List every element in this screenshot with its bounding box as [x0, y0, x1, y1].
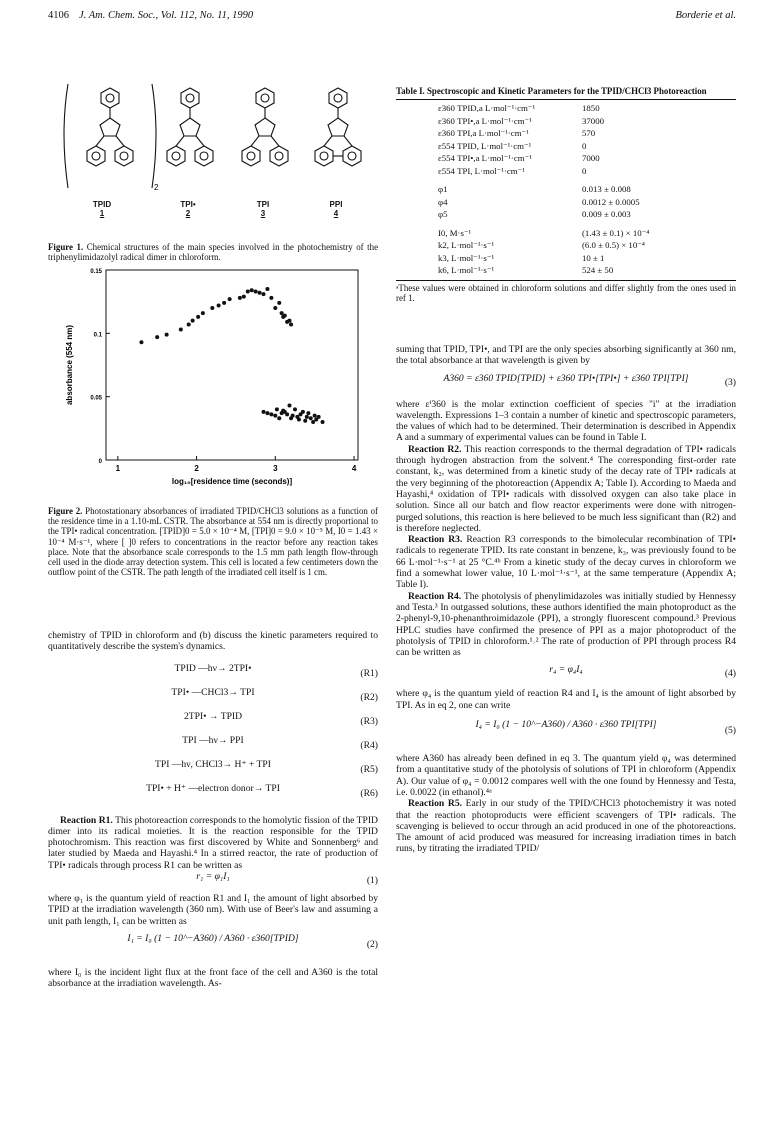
after-eq2-paragraph: where I₀ is the incident light flux at the front face of the cell and A360 is the total absorbance at the irradiation wavelength. As-	[48, 966, 378, 990]
left-column-body	[48, 630, 378, 990]
structure-label-1: TPID 1	[92, 200, 112, 218]
table1-param: ε360 TPI,a L·mol⁻¹·cm⁻¹	[438, 128, 529, 139]
right-column-body	[396, 344, 736, 855]
table1-param: φ1	[438, 184, 448, 195]
plot-frame	[106, 270, 358, 460]
data-point	[238, 296, 242, 300]
table1-grid	[436, 102, 716, 277]
data-point	[262, 410, 266, 414]
table1-row	[436, 152, 716, 165]
reaction-r4: TPI —hν→ PPI (R4)	[182, 734, 378, 751]
table1-value: (1.43 ± 0.1) × 10⁻⁴	[582, 227, 650, 238]
y-axis-label: absorbance (554 nm)	[65, 324, 74, 406]
reaction-r6: TPI• + H⁺ —electron donor→ TPI (R6)	[146, 782, 378, 799]
data-point	[201, 311, 205, 315]
figure1-caption-text: Chemical structures of the main species involved in the photochemistry of the triphenylimidazolyl radical dimer in chloroform.	[48, 242, 379, 263]
table1-title: Table I. Spectroscopic and Kinetic Parameters for the TPID/CHCl3 Photoreaction	[396, 86, 707, 96]
data-point	[273, 306, 277, 310]
data-point	[254, 290, 258, 294]
data-point	[187, 322, 191, 326]
data-point	[210, 306, 214, 310]
table1-row	[436, 140, 716, 153]
structure-label-3: TPI 3	[256, 200, 270, 218]
table1-param: ε554 TPID, L·mol⁻¹·cm⁻¹	[438, 140, 532, 151]
data-point	[246, 290, 250, 294]
table1-param: k3, L·mol⁻¹·s⁻¹	[438, 252, 495, 263]
right-paragraph-1: suming that TPID, TPI•, and TPI are the only species absorbing significantly at 360 nm, the total absorbance at that wavelength is given by	[396, 344, 736, 367]
x-tick-label: 1	[115, 464, 121, 473]
table1-value: 0.009 ± 0.003	[582, 209, 631, 220]
reaction-r3: 2TPI• → TPID (R3)	[183, 710, 378, 727]
data-point	[287, 319, 291, 323]
data-point	[165, 333, 169, 337]
table1-value: 10 ± 1	[582, 252, 605, 263]
data-point	[313, 414, 317, 418]
table1-value: 37000	[582, 115, 604, 126]
table1-row	[436, 224, 716, 240]
data-point	[297, 417, 301, 421]
table1-param: φ4	[438, 196, 448, 207]
data-point	[303, 419, 307, 423]
data-point	[262, 292, 266, 296]
figure2-caption	[48, 506, 378, 577]
table1-row	[436, 127, 716, 140]
data-point	[179, 328, 183, 332]
table1-footnote: ᵃThese values were obtained in chloroform solutions and differ slightly from the ones used in ref 1.	[396, 282, 736, 303]
data-point	[317, 415, 321, 419]
figure2-caption-text: Photostationary absorbances of irradiated TPID/CHCl3 solutions as a function of the residence time in a 1.10-mL CSTR. The absorbance at 554 nm is directly proportional to the TPI• radical concentration. [TPID]0 = 5.0 × 10⁻⁴ M, [TPI]0 = 9.0 × 10⁻⁵ M, I0 = 1.43 × 10⁻⁴ M·s⁻¹, where [ ]0 refers to concentrations in the reactor before any reaction takes place. Note that the absorbance scale corresponds to the 1.5 mm path length flow-through cell used in the diode array detection system. This cell is located a few centimeters down the outflow point of the CSTR. The path length of the irradiated cell itself is 1 cm.	[48, 506, 379, 578]
equation-2: I₁ = I₀ (1 − 10^−A360) / A360 · ε360[TPID] (2)	[127, 932, 378, 950]
data-point	[155, 335, 159, 339]
page-number: 4106	[48, 10, 69, 21]
right-paragraph-4: where A360 has already been defined in eq 3. The quantum yield φ₄ was determined from a quantitative study of the photolysis of solutions of TPI in chloroform (Appendix A). Our value of φ₄ = 0.0012 compares well with the one found by Hennessy and Testa, i.e. 0.0022 (in ethanol).⁴ᵃ	[396, 753, 736, 798]
table1-param: ε360 TPI•,a L·mol⁻¹·cm⁻¹	[438, 115, 532, 126]
table1-value: 0.0012 ± 0.0005	[582, 196, 640, 207]
data-point	[287, 404, 291, 408]
data-point	[301, 410, 305, 414]
data-point	[283, 314, 287, 318]
table1-row	[436, 208, 716, 224]
right-paragraph-3: where φ₄ is the quantum yield of reaction R4 and I₄ is the amount of light absorbed by TPI. As in eq 2, one can write	[396, 688, 736, 711]
table1-value: 0.013 ± 0.008	[582, 184, 631, 195]
y-tick-label: 0.1	[93, 332, 102, 339]
equation-3: A360 = ε360 TPID[TPID] + ε360 TPI•[TPI•] + ε360 TPI[TPI] (3)	[443, 372, 736, 388]
x-tick-label: 2	[194, 464, 199, 473]
table1-param: φ5	[438, 209, 448, 220]
data-point	[311, 420, 315, 424]
data-point	[269, 296, 273, 300]
data-point	[291, 414, 295, 418]
data-point	[277, 301, 281, 305]
table1-value: 1850	[582, 103, 600, 114]
y-tick-label: 0.05	[90, 395, 102, 402]
running-header-authors: Borderie et al.	[675, 10, 736, 21]
table1-param: k6, L·mol⁻¹·s⁻¹	[438, 265, 495, 276]
figure1-structures	[60, 78, 370, 228]
x-axis-label: log₁₀[residence time (seconds)]	[171, 477, 293, 486]
data-point	[269, 412, 273, 416]
figure1-caption-label: Figure 1.	[48, 242, 84, 252]
data-point	[280, 311, 284, 315]
data-point	[285, 412, 289, 416]
data-point	[277, 416, 281, 420]
figure2-caption-label: Figure 2.	[48, 506, 83, 516]
figure1-caption	[48, 242, 378, 262]
reaction-r5-paragraph: Reaction R5. Early in our study of the TPID/CHCl3 photochemistry it was noted that the reaction photoproducts were efficient scavengers of TPI• radicals. The scavenging is believed to occur through an acid produced in one of the photoreactions. The amount of acid produced was measured for increasing irradiation times in batch runs, by titrating the irradiated TPID/	[396, 798, 736, 855]
data-point	[289, 322, 293, 326]
table1-row	[436, 115, 716, 128]
reaction-scheme	[48, 663, 378, 807]
journal-citation: J. Am. Chem. Soc., Vol. 112, No. 11, 1990	[79, 10, 254, 21]
x-tick-label: 3	[273, 464, 278, 473]
data-point	[250, 288, 254, 292]
dimer-subscript: 2	[154, 183, 159, 192]
data-point	[139, 340, 143, 344]
equation-5: I₄ = I₀ (1 − 10^−A360) / A360 · ε360 TPI[TPI] (5)	[475, 719, 736, 737]
data-point	[265, 287, 269, 291]
table1-param: I0, M·s⁻¹	[438, 227, 472, 238]
y-tick-label: 0.15	[90, 269, 102, 275]
right-paragraph-2: where εⁱ360 is the molar extinction coefficient of species "i" at the irradiation wavelength. Expressions 1–3 contain a number of kinetic and spectroscopic parameters, the values of which had to be determined. Their determination is described in Appendix A and a summary of experimental values can be found in Table I.	[396, 398, 736, 444]
table1-value: 0	[582, 165, 587, 176]
table1-param: ε554 TPI•,a L·mol⁻¹·cm⁻¹	[438, 153, 532, 164]
data-point	[309, 416, 313, 420]
table1-row	[436, 102, 716, 115]
data-point	[265, 411, 269, 415]
equation-1: r₁ = φ₁I₁ (1)	[196, 871, 378, 887]
table1-param: ε554 TPI, L·mol⁻¹·cm⁻¹	[438, 165, 525, 176]
data-point	[196, 315, 200, 319]
data-point	[321, 420, 325, 424]
running-header-left	[48, 10, 253, 21]
table1-value: (6.0 ± 0.5) × 10⁻⁴	[582, 240, 645, 251]
data-point	[222, 301, 226, 305]
data-point	[217, 303, 221, 307]
reaction-r4-paragraph: Reaction R4. The photolysis of phenylimidazoles was initially studied by Hennessy and Testa.³ In outgassed solutions, these authors identified the main photoproduct as the 2-phenyl-9,10-phenanthroimidazole (PPI), a strongly fluorescent compound.³ Previous HPLC studies have confirmed the presence of PPI as a major photoproduct of the photolysis of TPID in chloroform.¹˒² The rate of production of PPI through process R4 can be written as	[396, 590, 736, 659]
data-point	[258, 291, 262, 295]
table1-param: ε360 TPID,a L·mol⁻¹·cm⁻¹	[438, 103, 536, 114]
data-point	[242, 295, 246, 299]
equation-4: r₄ = φ₄I₄ (4)	[549, 664, 736, 680]
data-point	[306, 411, 310, 415]
data-point	[228, 297, 232, 301]
table1-row	[436, 252, 716, 265]
table1-row	[436, 264, 716, 277]
structure-label-2: TPI• 2	[180, 200, 196, 218]
data-point	[275, 407, 279, 411]
table1-row	[436, 165, 716, 181]
figure2-scatter-chart	[48, 262, 378, 497]
table1-value: 0	[582, 140, 587, 151]
table1-row	[436, 239, 716, 252]
structure-label-4: PPI 4	[329, 200, 343, 218]
reaction-r5: TPI —hν, CHCl3→ H⁺ + TPI (R5)	[155, 758, 378, 775]
table1-value: 7000	[582, 153, 600, 164]
chemical-structures-drawing	[60, 78, 370, 198]
table1-value: 570	[582, 128, 596, 139]
reaction-r2: TPI• —CHCl3→ TPI (R2)	[171, 686, 378, 703]
y-tick-label: 0	[98, 459, 102, 465]
table1-row	[436, 180, 716, 196]
reaction-r2-paragraph: Reaction R2. This reaction corresponds to the thermal degradation of TPI• radicals through hydrogen abstraction from the solvent.⁴ The corresponding first-order rate constant, k₂, was determined from a kinetic study of the decay rate of TPI• radicals at the very beginning of the photoreaction (Appendix A; Table I). According to Maeda and Hayashi,⁴ oxidation of TPI• radicals with dissolved oxygen can also take place in solution. Since all our batch and flow reactor experiments were done with nitrogen-purged solutions, this reaction is here believed to be much less significant than (R2) and is therefore neglected.	[396, 443, 736, 534]
data-point	[273, 414, 277, 418]
table1-value: 524 ± 50	[582, 265, 614, 276]
data-point	[305, 415, 309, 419]
intro-paragraph: chemistry of TPID in chloroform and (b) discuss the kinetic parameters required to quantitatively describe the system's dynamics.	[48, 630, 378, 653]
data-point	[293, 407, 297, 411]
reaction-r3-paragraph: Reaction R3. Reaction R3 corresponds to the bimolecular recombination of TPI• radicals to regenerate TPID. Its rate constant in benzene, k₃, was previously found to be 66 L·mol⁻¹·s⁻¹ at 25 °C.⁴ᵇ From a kinetic study of the decay curves in chloroform we find a somewhat lower value, 10 L·mol⁻¹·s⁻¹, at the same temperature (Appendix A; Table I).	[396, 534, 736, 591]
x-tick-label: 4	[351, 464, 357, 473]
data-point	[191, 319, 195, 323]
table1-row	[436, 196, 716, 209]
reaction-r1: TPID —hν→ 2TPI• (R1)	[174, 662, 378, 679]
reaction-r1-paragraph: Reaction R1. This photoreaction corresponds to the homolytic fission of the TPID dimer into its radical moieties. It is the reaction responsible for the TPID photochromism. This reaction was first discovered by White and Sonnenberg⁶ and later studied by Maeda and Hayashi.⁴ In a stirred reactor, the rate of production of TPI• radicals through process R1 can be written as	[48, 814, 378, 871]
after-eq1-paragraph: where φ₁ is the quantum yield of reaction R1 and I₁ the amount of light absorbed by TPID at the irradiation wavelength (360 nm). With use of Beer's law and assuming a unit path length, I₁ can be written as	[48, 893, 378, 927]
table1-param: k2, L·mol⁻¹·s⁻¹	[438, 240, 495, 251]
table1	[396, 86, 736, 303]
